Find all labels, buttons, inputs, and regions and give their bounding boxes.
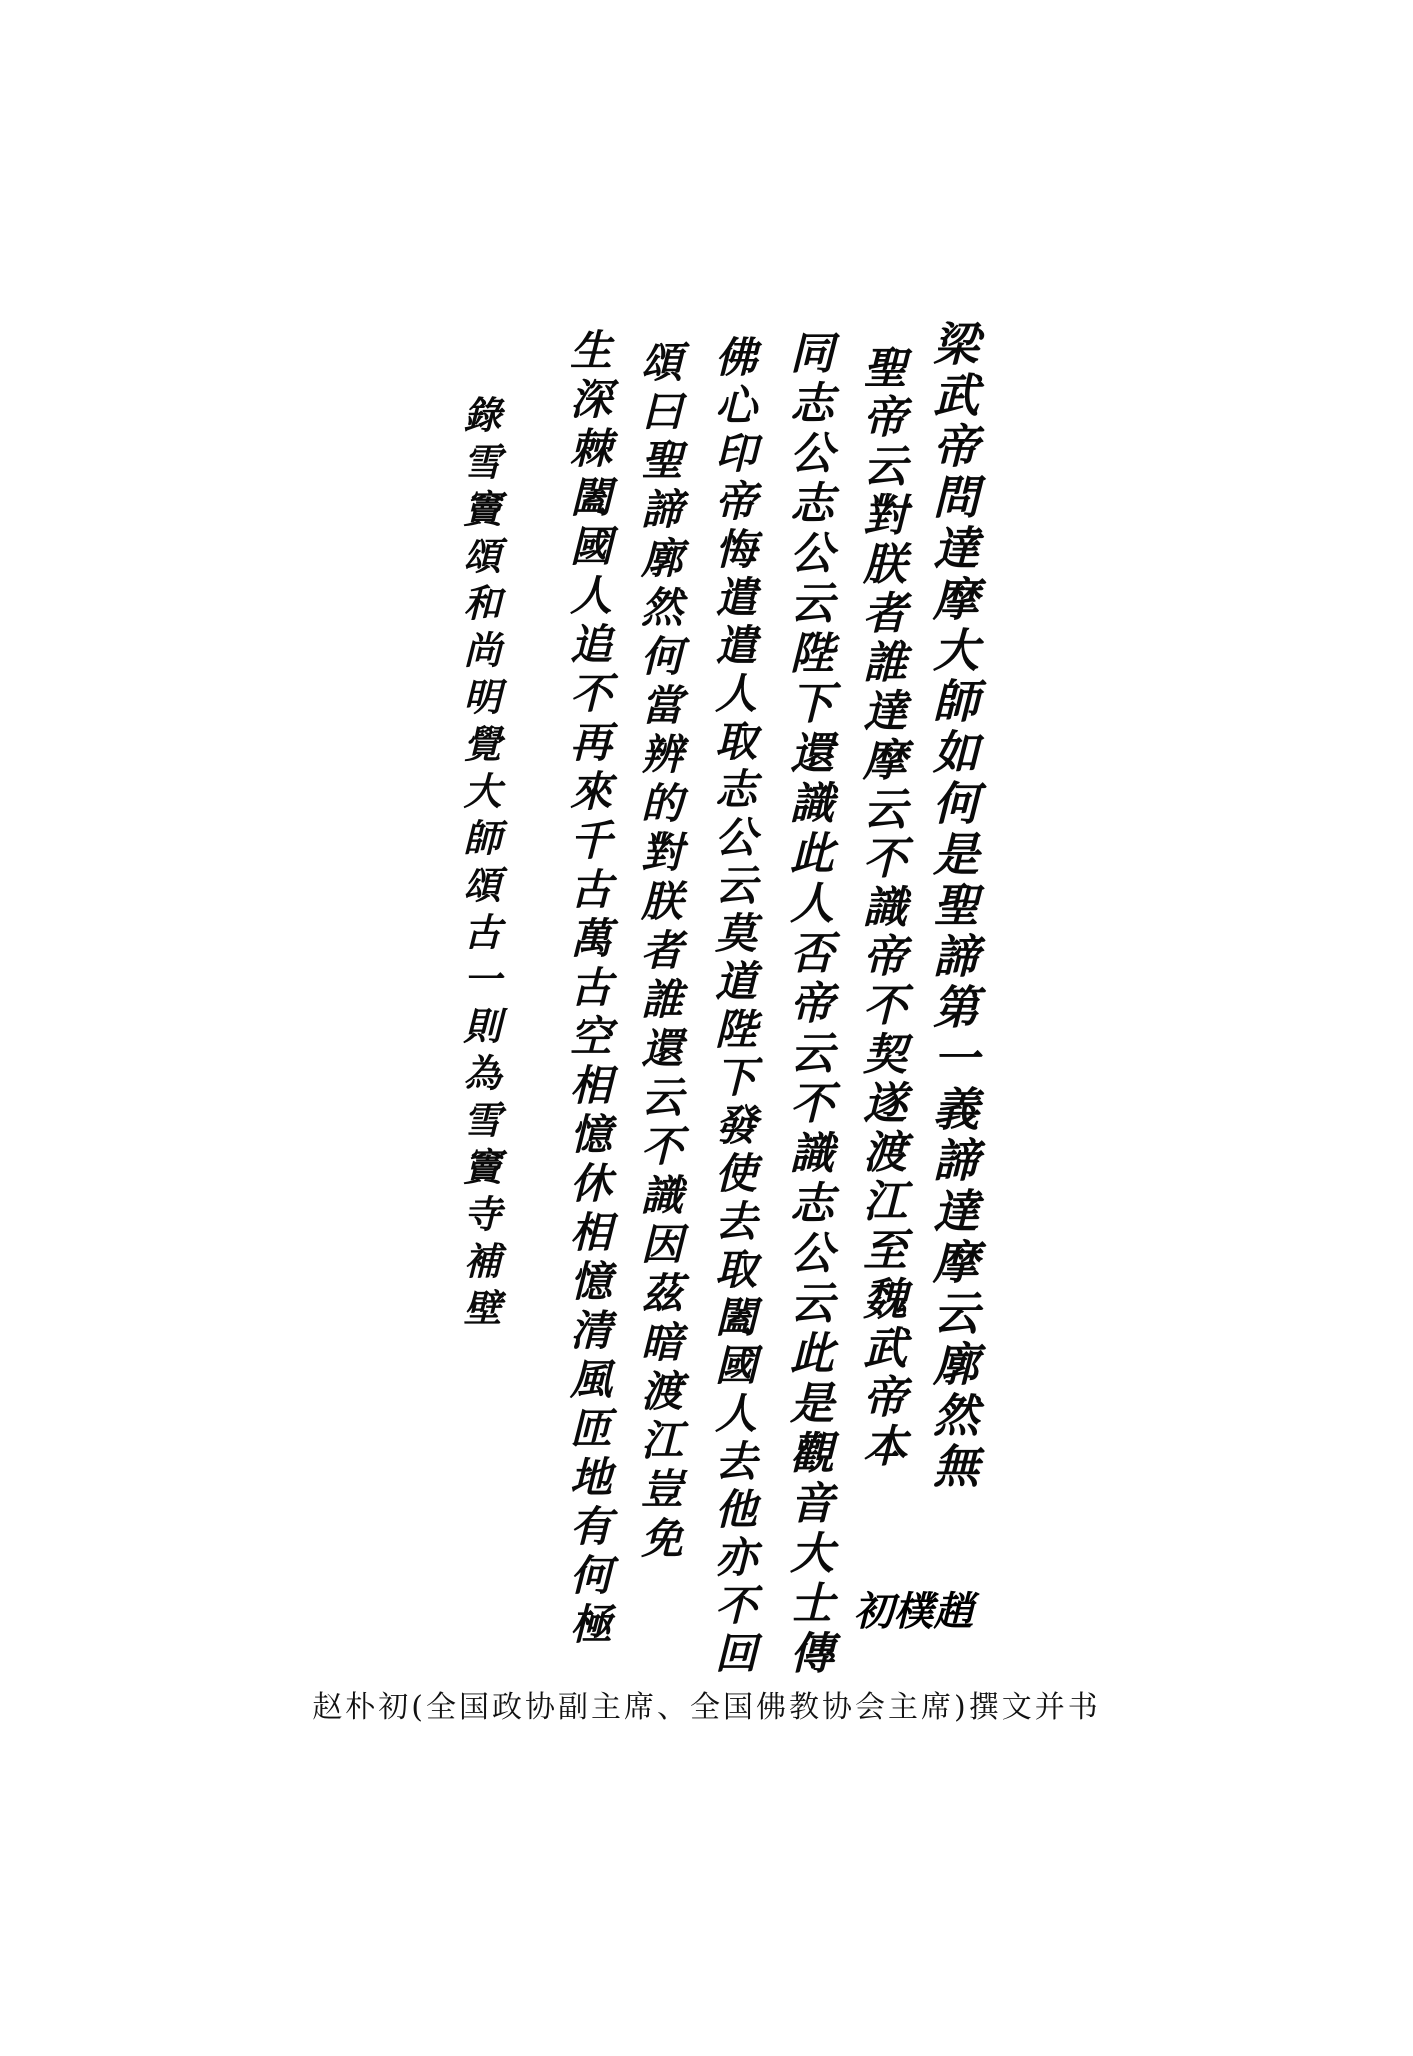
calligraphy-column-2: 聖帝云對朕者誰達摩云不識帝不契遂渡江至魏武帝本 bbox=[855, 345, 906, 1472]
calligraphy-signature: 趙樸初 bbox=[847, 1590, 974, 1630]
calligraphy-column-7: 錄雪竇頌和尚明覺大師頌古一則為雪竇寺補壁 bbox=[457, 395, 502, 1335]
calligraphy-column-3: 同志公志公云陛下還識此人否帝云不識志公云此是觀音大士傳 bbox=[782, 330, 833, 1680]
calligraphy-column-4: 佛心印帝悔遣遣人取志公云莫道陛下發使去取闔國人去他亦不回 bbox=[709, 335, 758, 1679]
calligraphy-column-6: 生深棘闔國人追不再來千古萬古空相憶休相憶清風匝地有何極 bbox=[564, 328, 613, 1651]
calligraphy-scroll bbox=[440, 300, 980, 1680]
calligraphy-column-5: 頌曰聖諦廓然何當辨的對朕者誰還云不識因茲暗渡江豈免 bbox=[635, 340, 684, 1565]
page-caption: 赵朴初(全国政协副主席、全国佛教协会主席)撰文并书 bbox=[312, 1690, 1101, 1725]
calligraphy-column-1: 梁武帝問達摩大師如何是聖諦第一義諦達摩云廓然無 bbox=[926, 320, 980, 1493]
